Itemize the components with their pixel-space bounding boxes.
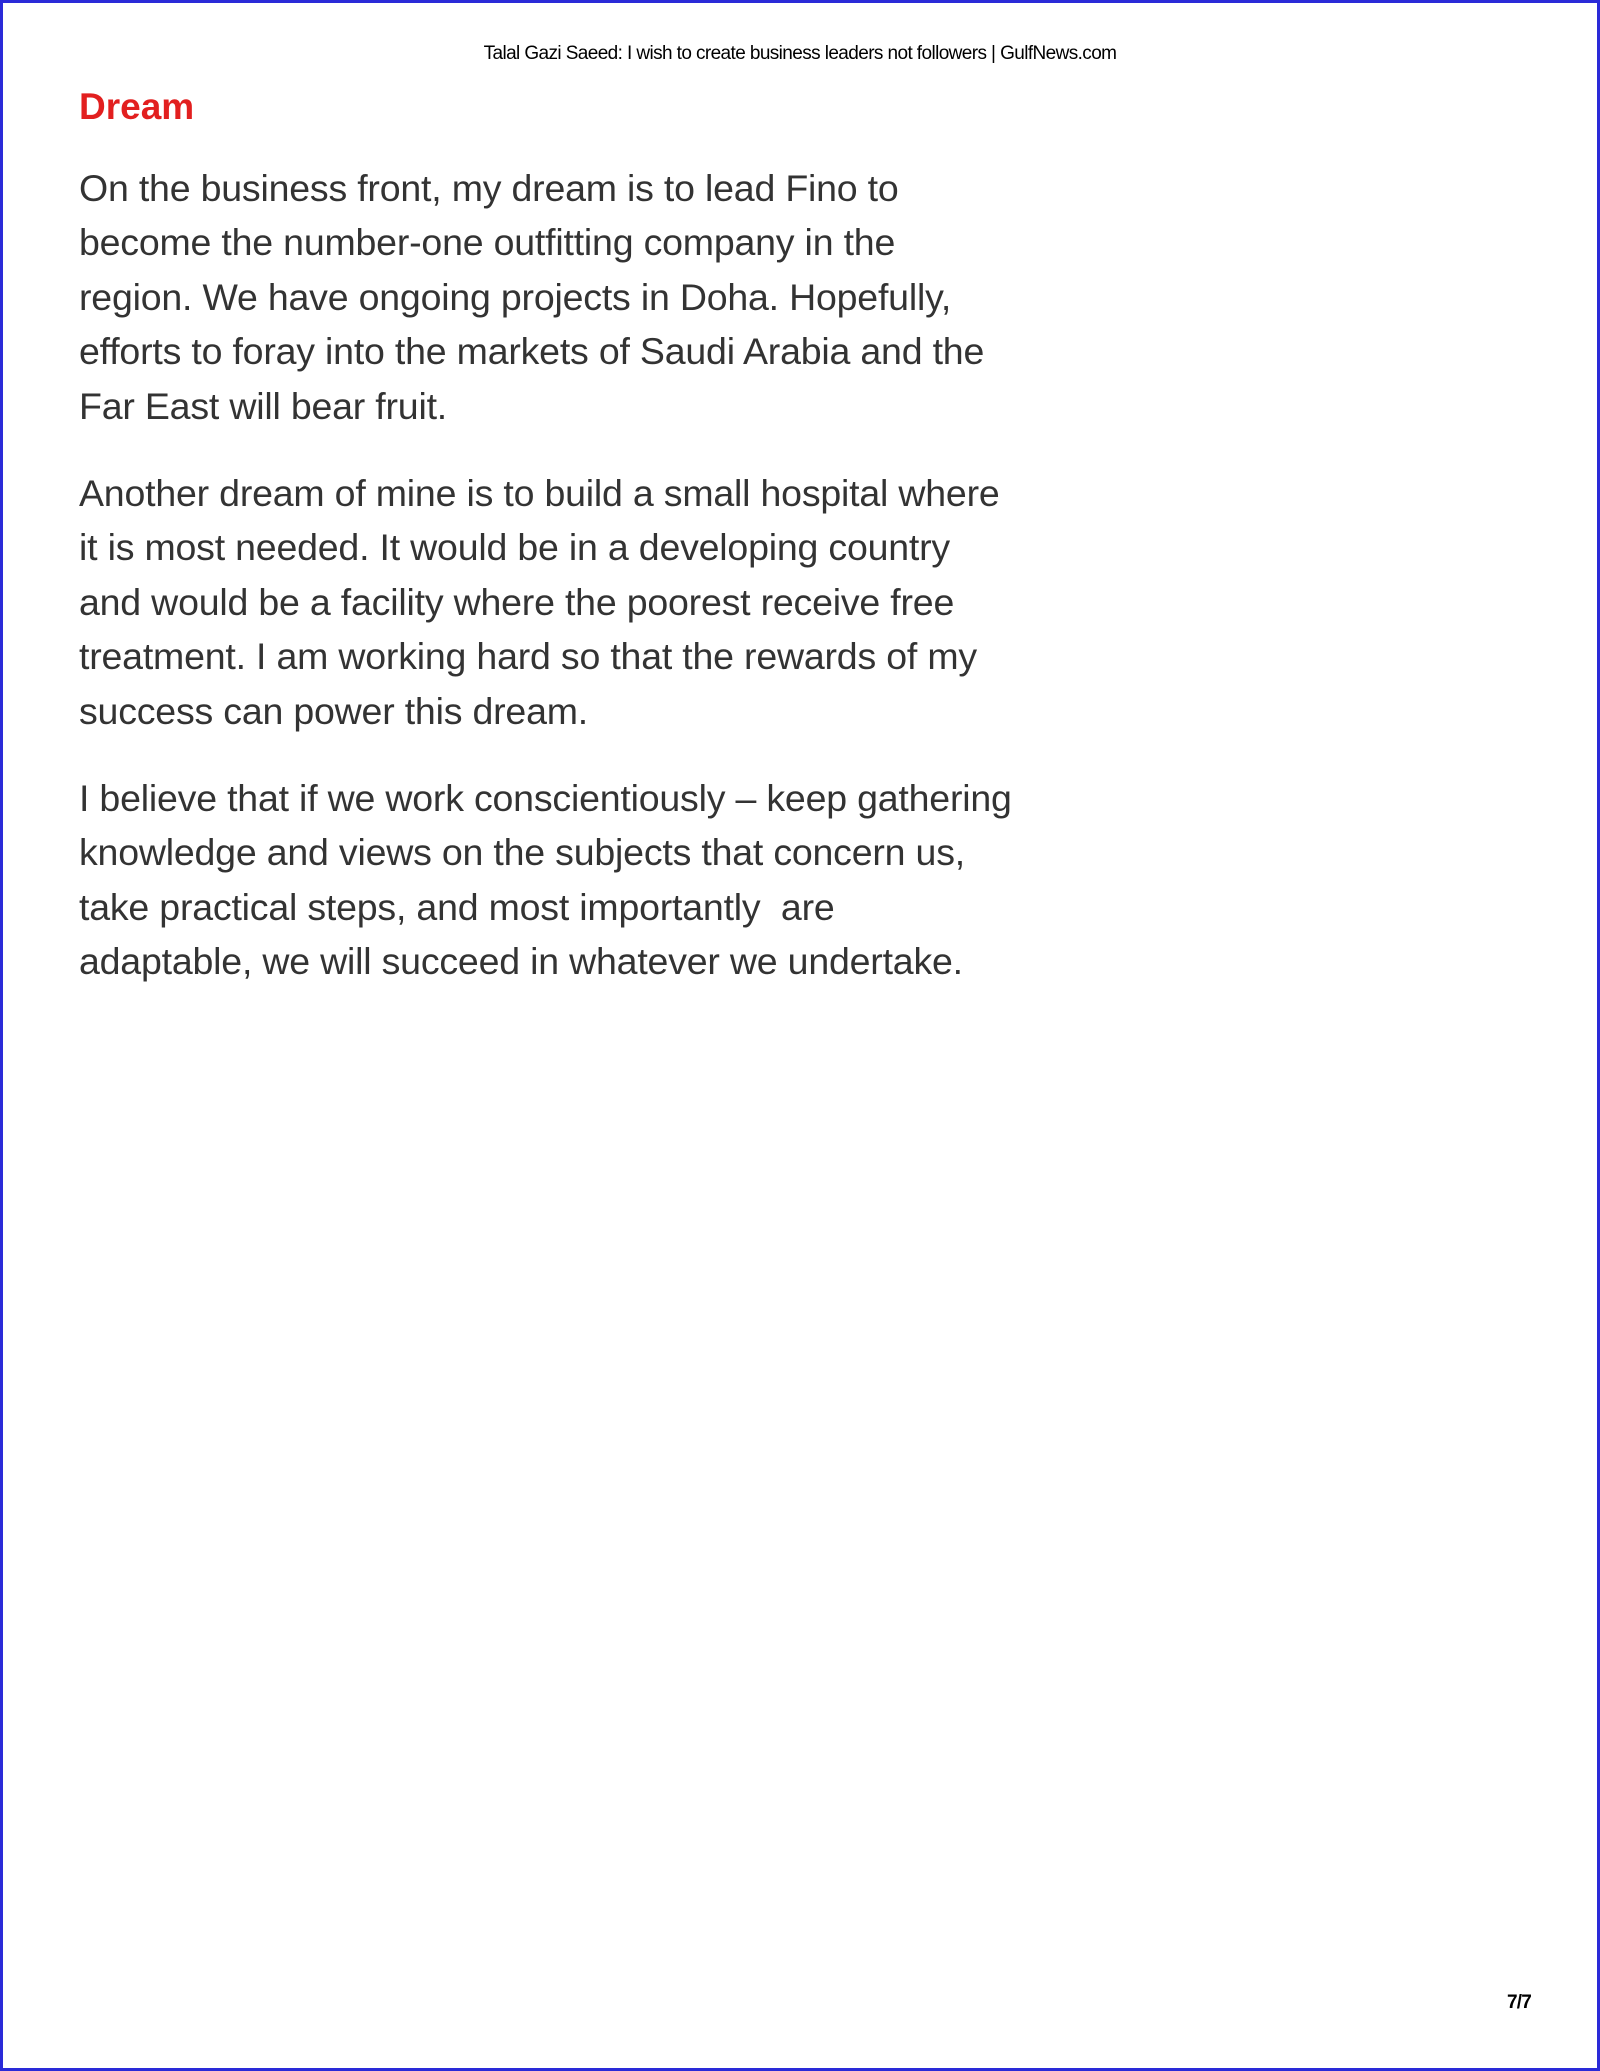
paragraph-line: adaptable, we will succeed in whatever we undertake.: [79, 940, 963, 983]
paragraph-line: Another dream of mine is to build a small hospital where: [79, 472, 1000, 515]
paragraph-hospital-dream: [79, 466, 1099, 738]
paragraph-line: On the business front, my dream is to lead Fino to: [79, 167, 899, 209]
paragraph-line: treatment. I am working hard so that the rewards of my: [79, 635, 977, 678]
paragraph-line: become the number-one outfitting company in the: [79, 221, 896, 264]
paragraph-line: knowledge and views on the subjects that concern us,: [79, 831, 965, 874]
paragraph-line: I believe that if we work conscientiously – keep gathering: [79, 777, 1012, 820]
paragraph-belief: [79, 771, 1099, 989]
article-body: [79, 85, 1099, 1022]
paragraph-line: take practical steps, and most importantly are: [79, 885, 835, 928]
paragraph-line: success can power this dream.: [79, 689, 589, 732]
running-header: Talal Gazi Saeed: I wish to create business leaders not followers | GulfNews.com: [483, 43, 1117, 64]
paragraph-line: efforts to foray into the markets of Saudi Arabia and the: [79, 330, 985, 373]
paragraph-line: it is most needed. It would be in a developing country: [79, 526, 950, 569]
paragraph-line: and would be a facility where the poorest receive free: [79, 580, 955, 623]
section-heading: Dream: [79, 86, 195, 127]
page-number: 7/7: [1506, 1992, 1531, 2013]
paragraph-business-dream: [79, 161, 1099, 433]
paragraph-line: Far East will bear fruit.: [79, 384, 448, 427]
paragraph-line: region. We have ongoing projects in Doha. Hopefully,: [79, 275, 952, 318]
